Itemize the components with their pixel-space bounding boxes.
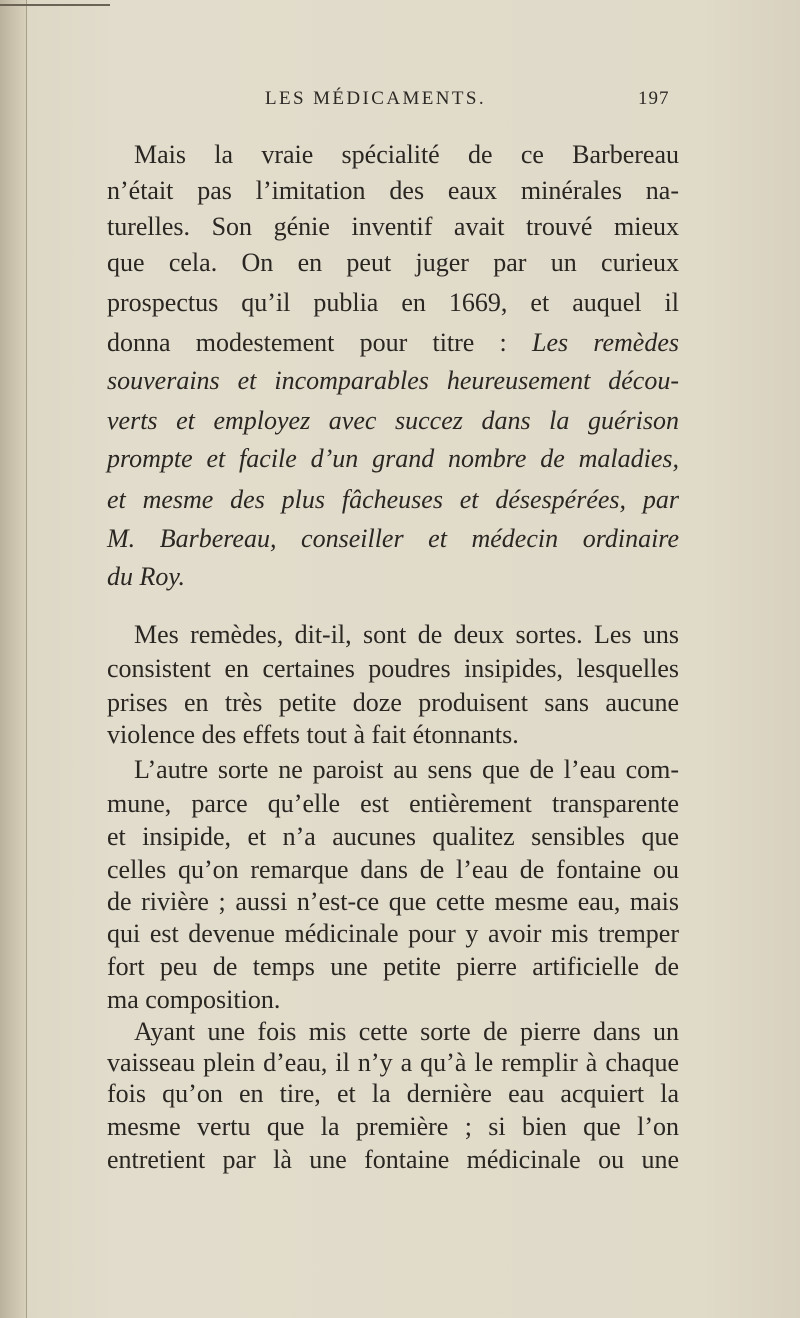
body-line: et insipide, et n’a aucunes qualitez sensibles que (107, 822, 679, 851)
page-binding-edge (0, 0, 27, 1318)
body-text: donna modestement pour titre : (107, 328, 507, 357)
body-line: fort peu de temps une petite pierre artificielle de (107, 952, 679, 981)
body-line: Mes remèdes, dit-il, sont de deux sortes. Les uns (134, 620, 679, 649)
body-line: n’était pas l’imitation des eaux minérales na- (107, 176, 679, 205)
running-title: LES MÉDICAMENTS. (265, 88, 487, 109)
body-line: de rivière ; aussi n’est-ce que cette mesme eau, mais (107, 887, 679, 916)
body-line: que cela. On en peut juger par un curieux (107, 248, 679, 277)
book-title-line: souverains et incomparables heureusement décou- (107, 366, 679, 395)
body-line: mesme vertu que la première ; si bien que l’on (107, 1112, 679, 1141)
body-line: prises en très petite doze produisent sans aucune (107, 688, 679, 717)
book-title-line: verts et employez avec succez dans la guérison (107, 406, 679, 435)
body-line: celles qu’on remarque dans de l’eau de fontaine ou (107, 855, 679, 884)
page-number: 197 (638, 88, 670, 109)
book-title-line: prompte et facile d’un grand nombre de maladies, (107, 444, 679, 473)
body-line: Mais la vraie spécialité de ce Barbereau (134, 140, 679, 169)
book-title-line: M. Barbereau, conseiller et médecin ordinaire (107, 524, 679, 553)
top-rule (0, 4, 110, 6)
body-line: Ayant une fois mis cette sorte de pierre dans un (134, 1017, 679, 1046)
body-line: qui est devenue médicinale pour y avoir mis tremper (107, 919, 679, 948)
body-line: L’autre sorte ne paroist au sens que de l’eau com- (134, 755, 679, 784)
body-line: consistent en certaines poudres insipides, lesquelles (107, 654, 679, 683)
body-line: vaisseau plein d’eau, il n’y a qu’à le remplir à chaque (107, 1048, 679, 1077)
body-line: violence des effets tout à fait étonnants. (107, 720, 519, 749)
body-line: mune, parce qu’elle est entièrement transparente (107, 789, 679, 818)
book-title-text: Les remèdes (532, 328, 679, 357)
body-line: entretient par là une fontaine médicinale ou une (107, 1145, 679, 1174)
page-header (0, 86, 800, 116)
body-line: turelles. Son génie inventif avait trouvé mieux (107, 212, 679, 241)
body-line-title-start (107, 326, 679, 360)
body-line: prospectus qu’il publia en 1669, et auquel il (107, 288, 679, 317)
body-line: ma composition. (107, 985, 281, 1014)
body-line: fois qu’on en tire, et la dernière eau acquiert la (107, 1079, 679, 1108)
book-title-line: et mesme des plus fâcheuses et désespérées, par (107, 485, 679, 514)
book-title-line: du Roy. (107, 562, 185, 591)
